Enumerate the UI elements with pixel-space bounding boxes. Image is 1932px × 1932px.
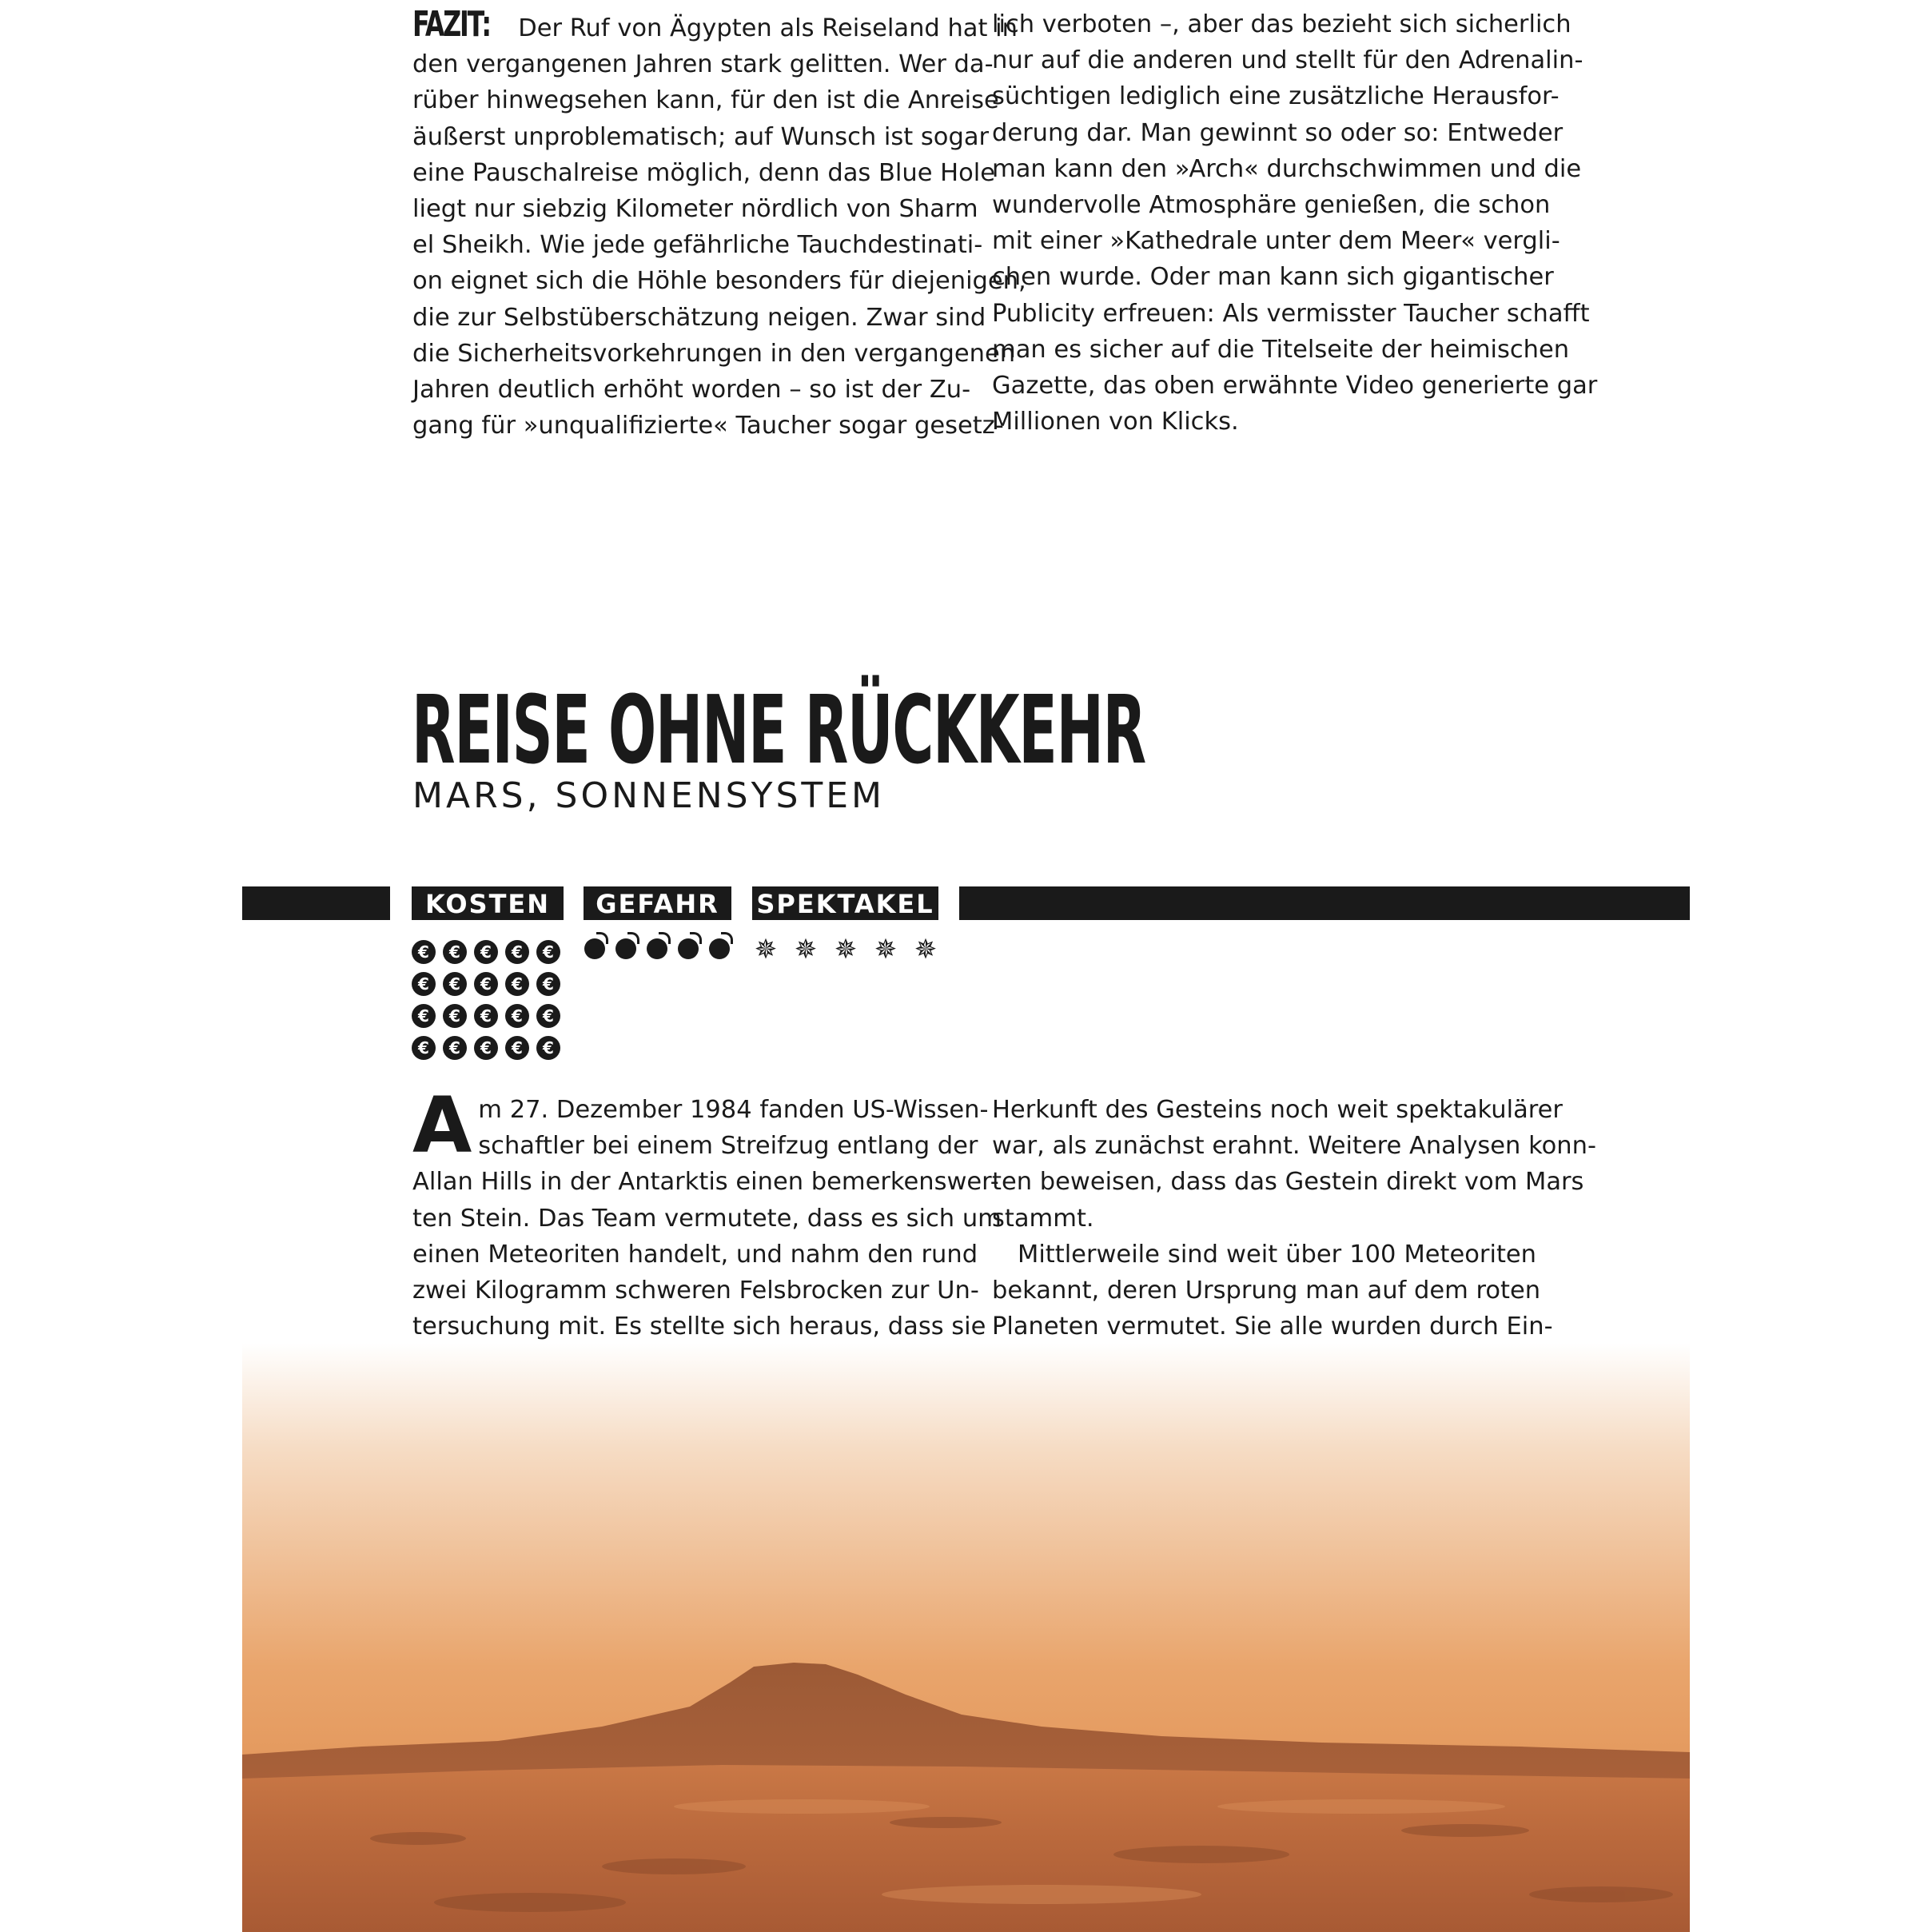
euro-coin-icon: € — [505, 972, 529, 996]
fazit-line: süchtigen lediglich eine zusätzliche Herausfor- — [992, 82, 1560, 111]
fazit-line: derung dar. Man gewinnt so oder so: Entweder — [992, 118, 1564, 147]
euro-coin-icon: € — [412, 940, 436, 964]
burst-star-icon: ✵ — [754, 934, 778, 966]
fazit-line: Jahren deutlich erhöht worden – so ist der Zu- — [412, 376, 971, 404]
bomb-icon — [615, 932, 639, 959]
euro-coin-icon: € — [412, 972, 436, 996]
fazit-line: Gazette, das oben erwähnte Video generierte gar — [992, 372, 1598, 400]
rating-bar-right — [959, 886, 1690, 920]
fazit-line: lich verboten –, aber das bezieht sich sicherlich — [992, 10, 1571, 38]
article-line: zwei Kilogramm schweren Felsbrocken zur Un- — [412, 1277, 979, 1305]
article-line: Planeten vermutet. Sie alle wurden durch Ein- — [992, 1313, 1553, 1341]
article-column-right — [992, 1092, 1596, 1381]
euro-coin-icon: € — [536, 940, 560, 964]
fazit-line: man es sicher auf die Titelseite der heimischen — [992, 335, 1570, 364]
article-line: Allan Hills in der Antarktis einen bemerkenswer- — [412, 1168, 999, 1197]
euro-coin-icon: € — [536, 1004, 560, 1028]
article-line: bekannt, deren Ursprung man auf dem roten — [992, 1277, 1541, 1305]
rating-bar-left — [242, 886, 390, 920]
euro-coin-icon: € — [536, 972, 560, 996]
euro-coin-icon: € — [443, 940, 467, 964]
fazit-line: die Sicherheitsvorkehrungen in den vergangenen — [412, 339, 1016, 368]
bomb-icon — [708, 932, 732, 959]
article-column-left — [412, 1081, 1002, 1381]
tag-kosten: KOSTEN — [412, 886, 564, 920]
euro-coin-icon: € — [443, 972, 467, 996]
fazit-line: liegt nur siebzig Kilometer nördlich von Sharm — [412, 195, 978, 224]
fazit-line: gang für »unqualifizierte« Taucher sogar gesetz- — [412, 412, 1004, 440]
fazit-label: FAZIT: — [412, 4, 490, 45]
euro-coin-icon: € — [412, 1036, 436, 1060]
article-line: schaftler bei einem Streifzug entlang der — [478, 1132, 978, 1161]
fazit-line: on eignet sich die Höhle besonders für diejenigen, — [412, 267, 1026, 296]
burst-star-icon: ✵ — [834, 934, 858, 966]
fazit-column-left — [412, 4, 1026, 444]
euro-coin-icon: € — [443, 1036, 467, 1060]
euro-coin-icon: € — [474, 1004, 498, 1028]
bomb-icon — [646, 932, 670, 959]
euro-coin-icon: € — [505, 1004, 529, 1028]
fazit-line: den vergangenen Jahren stark gelitten. Wer da- — [412, 50, 994, 79]
fazit-line: wundervolle Atmosphäre genießen, die schon — [992, 191, 1551, 220]
article-line: Herkunft des Gesteins noch weit spektakulärer — [992, 1096, 1563, 1124]
fazit-line: Publicity erfreuen: Als vermisster Taucher schafft — [992, 299, 1590, 328]
burst-star-icon: ✵ — [794, 934, 818, 966]
article-line: tersuchung mit. Es stellte sich heraus, dass sie — [412, 1313, 986, 1341]
tag-gefahr: GEFAHR — [584, 886, 731, 920]
article-line: stammt. — [992, 1204, 1094, 1233]
fazit-line: el Sheikh. Wie jede gefährliche Tauchdestinati- — [412, 231, 983, 260]
bomb-icon — [677, 932, 701, 959]
euro-coin-icon: € — [443, 1004, 467, 1028]
fazit-line: äußerst unproblematisch; auf Wunsch ist sogar — [412, 122, 990, 151]
euro-coin-icon: € — [474, 940, 498, 964]
article-line: war, als zunächst erahnt. Weitere Analysen konn- — [992, 1132, 1596, 1161]
euro-coin-icon: € — [474, 1036, 498, 1060]
spektakel-rating — [752, 934, 939, 966]
fazit-line: die zur Selbstüberschätzung neigen. Zwar sind — [412, 303, 986, 332]
euro-coin-icon: € — [412, 1004, 436, 1028]
gefahr-rating — [584, 932, 732, 959]
burst-star-icon: ✵ — [914, 934, 938, 966]
drop-cap: A — [412, 1081, 472, 1170]
fazit-line: Millionen von Klicks. — [992, 408, 1239, 436]
euro-coin-icon: € — [474, 972, 498, 996]
kosten-rating — [412, 940, 560, 1060]
fazit-line: man kann den »Arch« durchschwimmen und die — [992, 154, 1582, 183]
article-line: ten Stein. Das Team vermutete, dass es sich um — [412, 1204, 1002, 1233]
euro-coin-icon: € — [505, 940, 529, 964]
bomb-icon — [584, 932, 607, 959]
tag-spektakel: SPEKTAKEL — [752, 886, 938, 920]
euro-coin-icon: € — [536, 1036, 560, 1060]
fazit-line: chen wurde. Oder man kann sich gigantischer — [992, 263, 1554, 292]
mars-landscape-photo — [242, 1343, 1690, 1932]
fazit-line: FAZIT: Der Ruf von Ägypten als Reiseland hat in — [412, 4, 1018, 45]
fazit-line: eine Pauschalreise möglich, denn das Blue Hole — [412, 158, 995, 187]
euro-coin-icon: € — [505, 1036, 529, 1060]
fazit-line: nur auf die anderen und stellt für den Adrenalin- — [992, 46, 1583, 75]
fazit-line: mit einer »Kathedrale unter dem Meer« vergli- — [992, 227, 1560, 256]
fazit-line: rüber hinwegsehen kann, für den ist die Anreise — [412, 86, 999, 115]
article-line: ten beweisen, dass das Gestein direkt vom Mars — [992, 1168, 1584, 1197]
section-title: REISE OHNE RÜCKKEHR — [412, 675, 1145, 785]
article-line: Mittlerweile sind weit über 100 Meteoriten — [1018, 1240, 1536, 1269]
burst-star-icon: ✵ — [874, 934, 898, 966]
section-subtitle: MARS, SONNENSYSTEM — [412, 775, 886, 816]
fazit-column-right — [992, 6, 1598, 440]
article-line: einen Meteoriten handelt, und nahm den rund — [412, 1240, 978, 1269]
article-line: m 27. Dezember 1984 fanden US-Wissen- — [478, 1096, 989, 1124]
